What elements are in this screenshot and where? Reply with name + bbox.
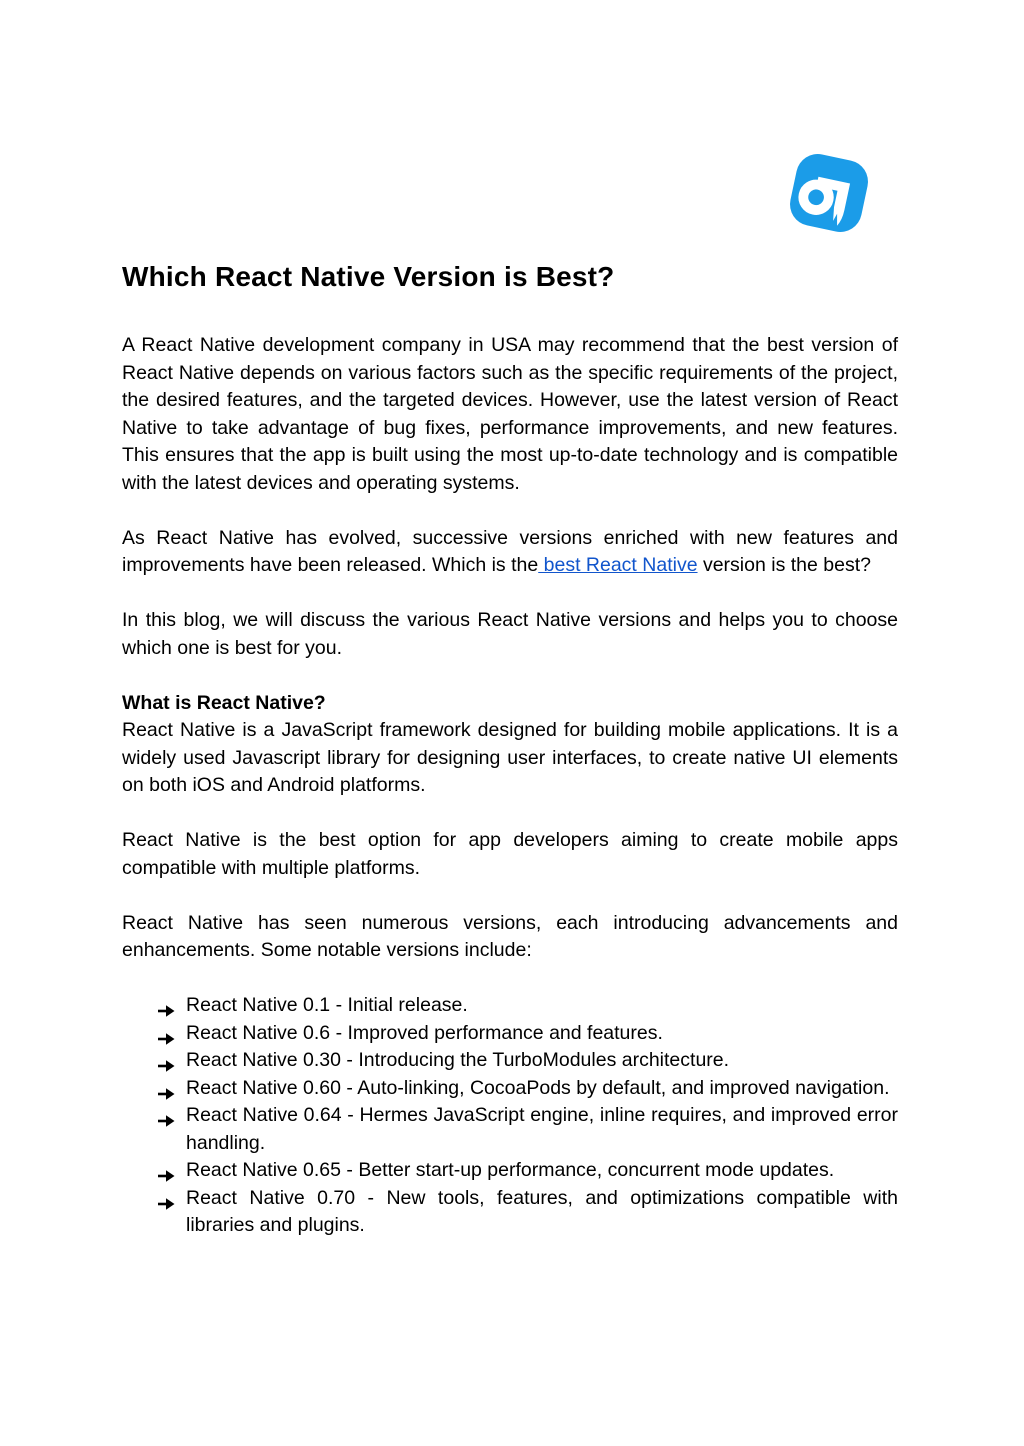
list-item-text: React Native 0.60 - Auto-linking, CocoaPods by default, and improved navigation. (186, 1076, 890, 1099)
arrow-bullet-icon (157, 1082, 176, 1096)
versions-list (122, 992, 898, 1240)
paragraph-numerous-versions: React Native has seen numerous versions, each introducing advancements and enhancements. Some notable versions include: (122, 911, 898, 961)
list-item-text: React Native 0.1 - Initial release. (186, 994, 468, 1016)
list-item-text: React Native 0.6 - Improved performance and features. (186, 1021, 663, 1044)
list-item (186, 1157, 898, 1185)
list-item (186, 1075, 898, 1103)
arrow-bullet-icon (157, 1054, 176, 1068)
list-item-text: React Native 0.65 - Better start-up performance, concurrent mode updates. (186, 1159, 835, 1181)
document-body (0, 260, 1024, 1240)
list-item-text: React Native 0.64 - Hermes JavaScript engine, inline requires, and improved error handling. (186, 1104, 898, 1154)
list-item-text: React Native 0.30 - Introducing the TurboModules architecture. (186, 1049, 730, 1071)
logo-container (0, 0, 1024, 244)
list-item (186, 1020, 898, 1048)
brand-app-logo-icon (780, 142, 878, 244)
list-item (186, 1047, 898, 1075)
arrow-bullet-icon (157, 1164, 176, 1178)
arrow-bullet-icon (157, 1192, 176, 1206)
arrow-bullet-icon (157, 1109, 176, 1123)
page-title: Which React Native Version is Best? (122, 261, 615, 292)
paragraph-intro: A React Native development company in USA may recommend that the best version of React Native depends on various factors such as the specific requirements of the project, the desired features, and the targeted devices. However, use the latest version of React Native to take advantage of bug fixes, performance improvements, and new features. This ensures that the app is built using the most up-to-date technology and is compatible with the latest devices and operating systems. (122, 334, 898, 494)
paragraph-best-option: React Native is the best option for app developers aiming to create mobile apps compatible with multiple platforms. (122, 829, 898, 879)
paragraph-evolved-before-link: As React Native has evolved, successive versions enriched with new features and improvements have been released. Which is the (122, 526, 898, 576)
paragraph-evolved (122, 525, 898, 580)
list-item-text: React Native 0.70 - New tools, features, and optimizations compatible with libraries and plugins. (186, 1186, 898, 1236)
best-react-native-link[interactable]: best React Native (538, 554, 698, 576)
arrow-bullet-icon (157, 999, 176, 1013)
paragraph-evolved-after-link: version is the best? (697, 554, 871, 576)
list-item (186, 1102, 898, 1157)
list-item (186, 1185, 898, 1240)
arrow-bullet-icon (157, 1027, 176, 1041)
list-item (186, 992, 898, 1020)
section-heading-what-is-react-native: What is React Native? (122, 691, 326, 714)
paragraph-definition: React Native is a JavaScript framework designed for building mobile applications. It is a widely used Javascript library for designing user interfaces, to create native UI elements on both iOS and Android platforms. (122, 719, 898, 796)
paragraph-blog-purpose: In this blog, we will discuss the various React Native versions and helps you to choose which one is best for you. (122, 609, 898, 659)
